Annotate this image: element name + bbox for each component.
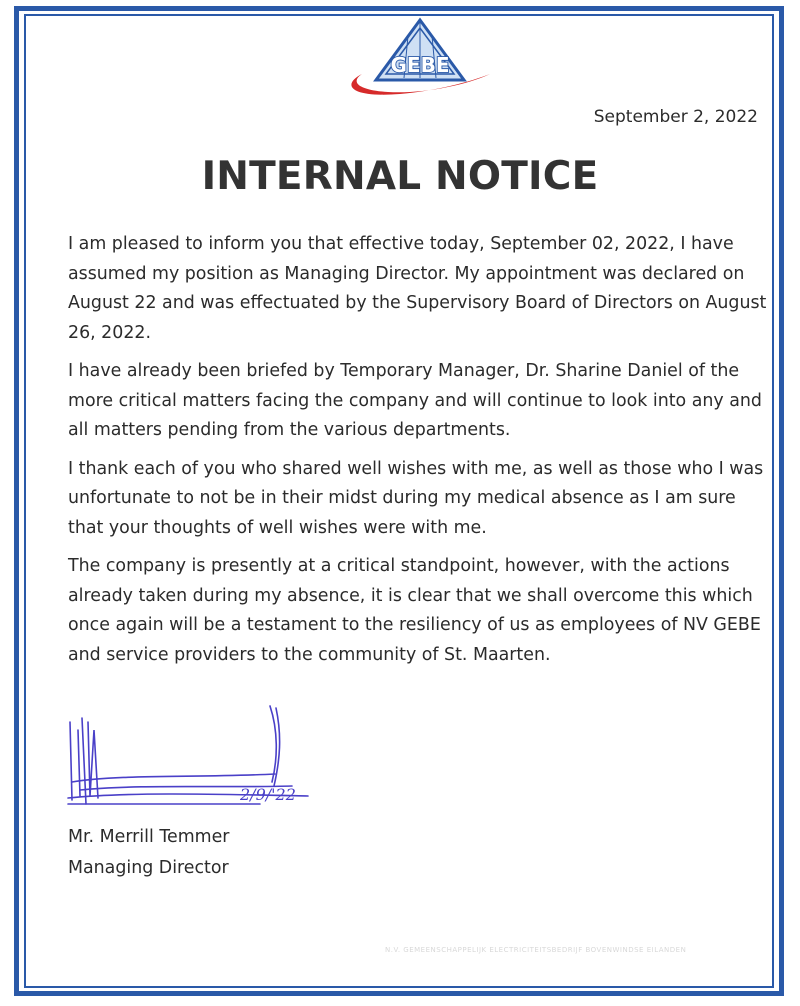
notice-date: September 2, 2022: [593, 107, 758, 127]
notice-title: INTERNAL NOTICE: [201, 154, 599, 199]
paragraph: I am pleased to inform you that effective today, September 02, 2022, I have assumed my position as Managing Director. My appointment was declared on August 22 and was effectuated by the Supervisory Board of Directors on August 26, 2022.: [68, 234, 767, 343]
paragraph: I thank each of you who shared well wishes with me, as well as those who I was unfortunate to not be in their midst during my medical absence as I am sure that your thoughts of well wishes were with me.: [68, 458, 764, 538]
paragraph: The company is presently at a critical standpoint, however, with the actions already taken during my absence, it is clear that we shall overcome this which once again will be a testament to the resiliency of us as employees of NV GEBE and service providers to the community of St. Maarten.: [68, 556, 761, 665]
signature-date: 2/9/'22: [240, 785, 296, 804]
notice-body: [68, 230, 768, 679]
footer-watermark-text: N.V. GEMEENSCHAPPELIJK ELECTRICITEITSBEDRIJF BOVENWINDSE EILANDEN: [385, 946, 687, 954]
gebe-logo: [340, 16, 500, 96]
signer-title: Managing Director: [68, 858, 229, 878]
logo-wordmark: GEBE: [390, 53, 450, 77]
signer-block: [68, 822, 229, 884]
handwritten-signature: [60, 700, 340, 820]
signer-name: Mr. Merrill Temmer: [68, 827, 230, 847]
paragraph: I have already been briefed by Temporary Manager, Dr. Sharine Daniel of the more critical matters facing the company and will continue to look into any and all matters pending from the various departments.: [68, 361, 762, 440]
